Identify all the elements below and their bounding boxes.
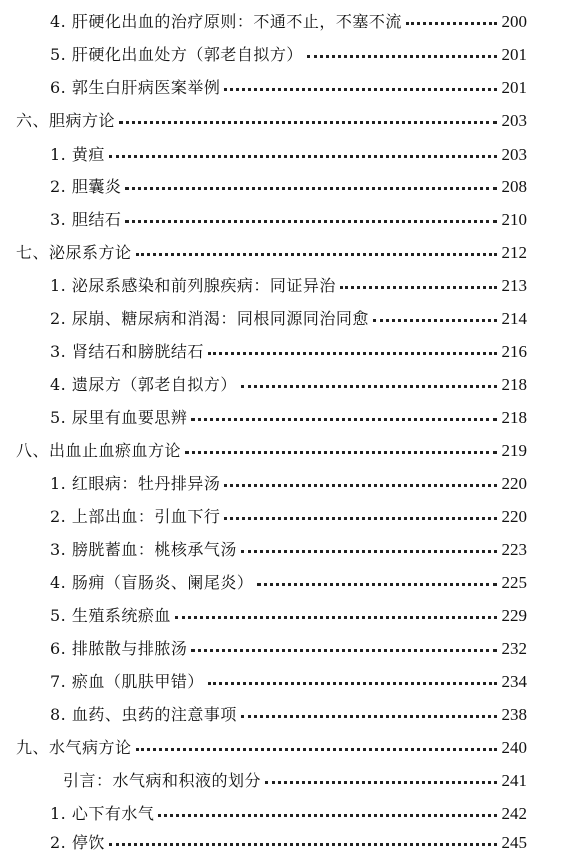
toc-entry <box>50 302 527 336</box>
toc-section-page: 212 <box>501 243 527 262</box>
toc-entry-title: 8. 血药、虫药的注意事项 <box>50 705 237 724</box>
toc-entry-title: 1. 红眼病：牡丹排异汤 <box>50 474 221 493</box>
toc-entry-page: 220 <box>501 507 527 526</box>
toc-entry-page: 245 <box>501 833 527 852</box>
toc-section-title: 八、出血止血瘀血方论 <box>16 441 182 460</box>
toc-entry-page: 216 <box>501 342 527 361</box>
toc-section-page: 240 <box>501 738 527 757</box>
toc-entry <box>50 203 527 237</box>
toc-entry-title: 5. 尿里有血要思辨 <box>50 408 188 427</box>
toc-entry-page: 208 <box>501 177 527 196</box>
toc-section-page: 219 <box>501 441 527 460</box>
toc-entry-page: 218 <box>501 408 527 427</box>
toc-entry-page: 229 <box>501 606 527 625</box>
toc-entry-page: 210 <box>501 210 527 229</box>
toc-section <box>16 731 527 765</box>
toc-section <box>16 236 527 270</box>
toc-entry <box>50 368 527 402</box>
toc-entry-page: 223 <box>501 540 527 559</box>
toc-entry <box>50 170 527 204</box>
toc-entry-page: 213 <box>501 276 527 295</box>
toc-entry-title: 5. 生殖系统瘀血 <box>50 606 171 625</box>
toc-entry-title: 1. 心下有水气 <box>50 804 155 823</box>
toc-entry <box>50 665 527 699</box>
toc-entry-page: 201 <box>501 78 527 97</box>
toc-section-title: 六、胆病方论 <box>16 111 116 130</box>
toc-entry-page: 234 <box>501 672 527 691</box>
toc-entry <box>50 632 527 666</box>
dot-leader <box>119 104 497 138</box>
toc-entry-page: 214 <box>501 309 527 328</box>
dot-leader <box>241 533 497 567</box>
dot-leader <box>125 170 497 204</box>
toc-entry-title: 4. 肠痈（盲肠炎、阑尾炎） <box>50 573 254 592</box>
dot-leader <box>125 203 497 237</box>
toc-entry-page: 200 <box>501 12 527 31</box>
toc-entry-title: 5. 肝硬化出血处方（郭老自拟方） <box>50 45 303 64</box>
dot-leader <box>109 138 497 172</box>
toc-entry-title: 6. 排脓散与排脓汤 <box>50 639 188 658</box>
toc-entry <box>50 401 527 435</box>
dot-leader <box>265 764 497 798</box>
toc-entry-page: 201 <box>501 45 527 64</box>
toc-entry-page: 242 <box>501 804 527 823</box>
dot-leader <box>191 632 497 666</box>
toc-entry-page: 225 <box>501 573 527 592</box>
dot-leader <box>185 434 497 468</box>
toc-entry-title: 1. 泌尿系感染和前列腺疾病：同证异治 <box>50 276 336 295</box>
toc-entry-title: 2. 停饮 <box>50 833 105 852</box>
dot-leader <box>109 826 497 860</box>
toc-entry-title: 2. 胆囊炎 <box>50 177 122 196</box>
dot-leader <box>241 698 497 732</box>
toc-entry <box>50 500 527 534</box>
toc-entry <box>50 138 527 172</box>
toc-entry-title: 2. 尿崩、糖尿病和消渴：同根同源同治同愈 <box>50 309 369 328</box>
dot-leader <box>224 500 497 534</box>
toc-section <box>16 104 527 138</box>
toc-entry <box>50 269 527 303</box>
toc-entry <box>50 335 527 369</box>
toc-section-title: 七、泌尿系方论 <box>16 243 132 262</box>
toc-entry-title: 4. 肝硬化出血的治疗原则：不通不止，不塞不流 <box>50 12 402 31</box>
dot-leader <box>191 401 497 435</box>
toc-entry-title: 3. 胆结石 <box>50 210 122 229</box>
toc-section <box>16 434 527 468</box>
toc-entry <box>50 533 527 567</box>
toc-entry <box>50 38 527 72</box>
dot-leader <box>175 599 497 633</box>
dot-leader <box>224 467 497 501</box>
dot-leader <box>208 665 497 699</box>
toc-entry-title: 6. 郭生白肝病医案举例 <box>50 78 221 97</box>
toc-entry <box>50 566 527 600</box>
toc-entry-page: 241 <box>501 771 527 790</box>
toc-entry-page: 220 <box>501 474 527 493</box>
toc-entry-page: 238 <box>501 705 527 724</box>
toc-section-title: 九、水气病方论 <box>16 738 132 757</box>
toc-entry <box>50 71 527 105</box>
toc-entry <box>50 826 527 860</box>
toc-entry <box>50 698 527 732</box>
dot-leader <box>136 236 497 270</box>
toc-entry-title: 引言：水气病和积液的划分 <box>63 771 262 790</box>
toc-entry-page: 203 <box>501 145 527 164</box>
toc-entry <box>50 5 527 39</box>
toc-entry-title: 1. 黄疸 <box>50 145 105 164</box>
dot-leader <box>136 731 497 765</box>
toc-section-page: 203 <box>501 111 527 130</box>
dot-leader <box>373 302 497 336</box>
dot-leader <box>406 5 497 39</box>
toc-entry-page: 232 <box>501 639 527 658</box>
toc-entry-title: 7. 瘀血（肌肤甲错） <box>50 672 204 691</box>
dot-leader <box>241 368 497 402</box>
dot-leader <box>340 269 497 303</box>
toc-entry-title: 3. 膀胱蓄血：桃核承气汤 <box>50 540 237 559</box>
dot-leader <box>257 566 497 600</box>
toc-entry-title: 4. 遗尿方（郭老自拟方） <box>50 375 237 394</box>
dot-leader <box>208 335 497 369</box>
dot-leader <box>224 71 497 105</box>
toc-entry-title: 2. 上部出血：引血下行 <box>50 507 221 526</box>
toc-entry-title: 3. 肾结石和膀胱结石 <box>50 342 204 361</box>
dot-leader <box>307 38 497 72</box>
toc-entry <box>50 599 527 633</box>
toc-entry-page: 218 <box>501 375 527 394</box>
toc-entry <box>63 764 527 798</box>
toc-entry <box>50 467 527 501</box>
